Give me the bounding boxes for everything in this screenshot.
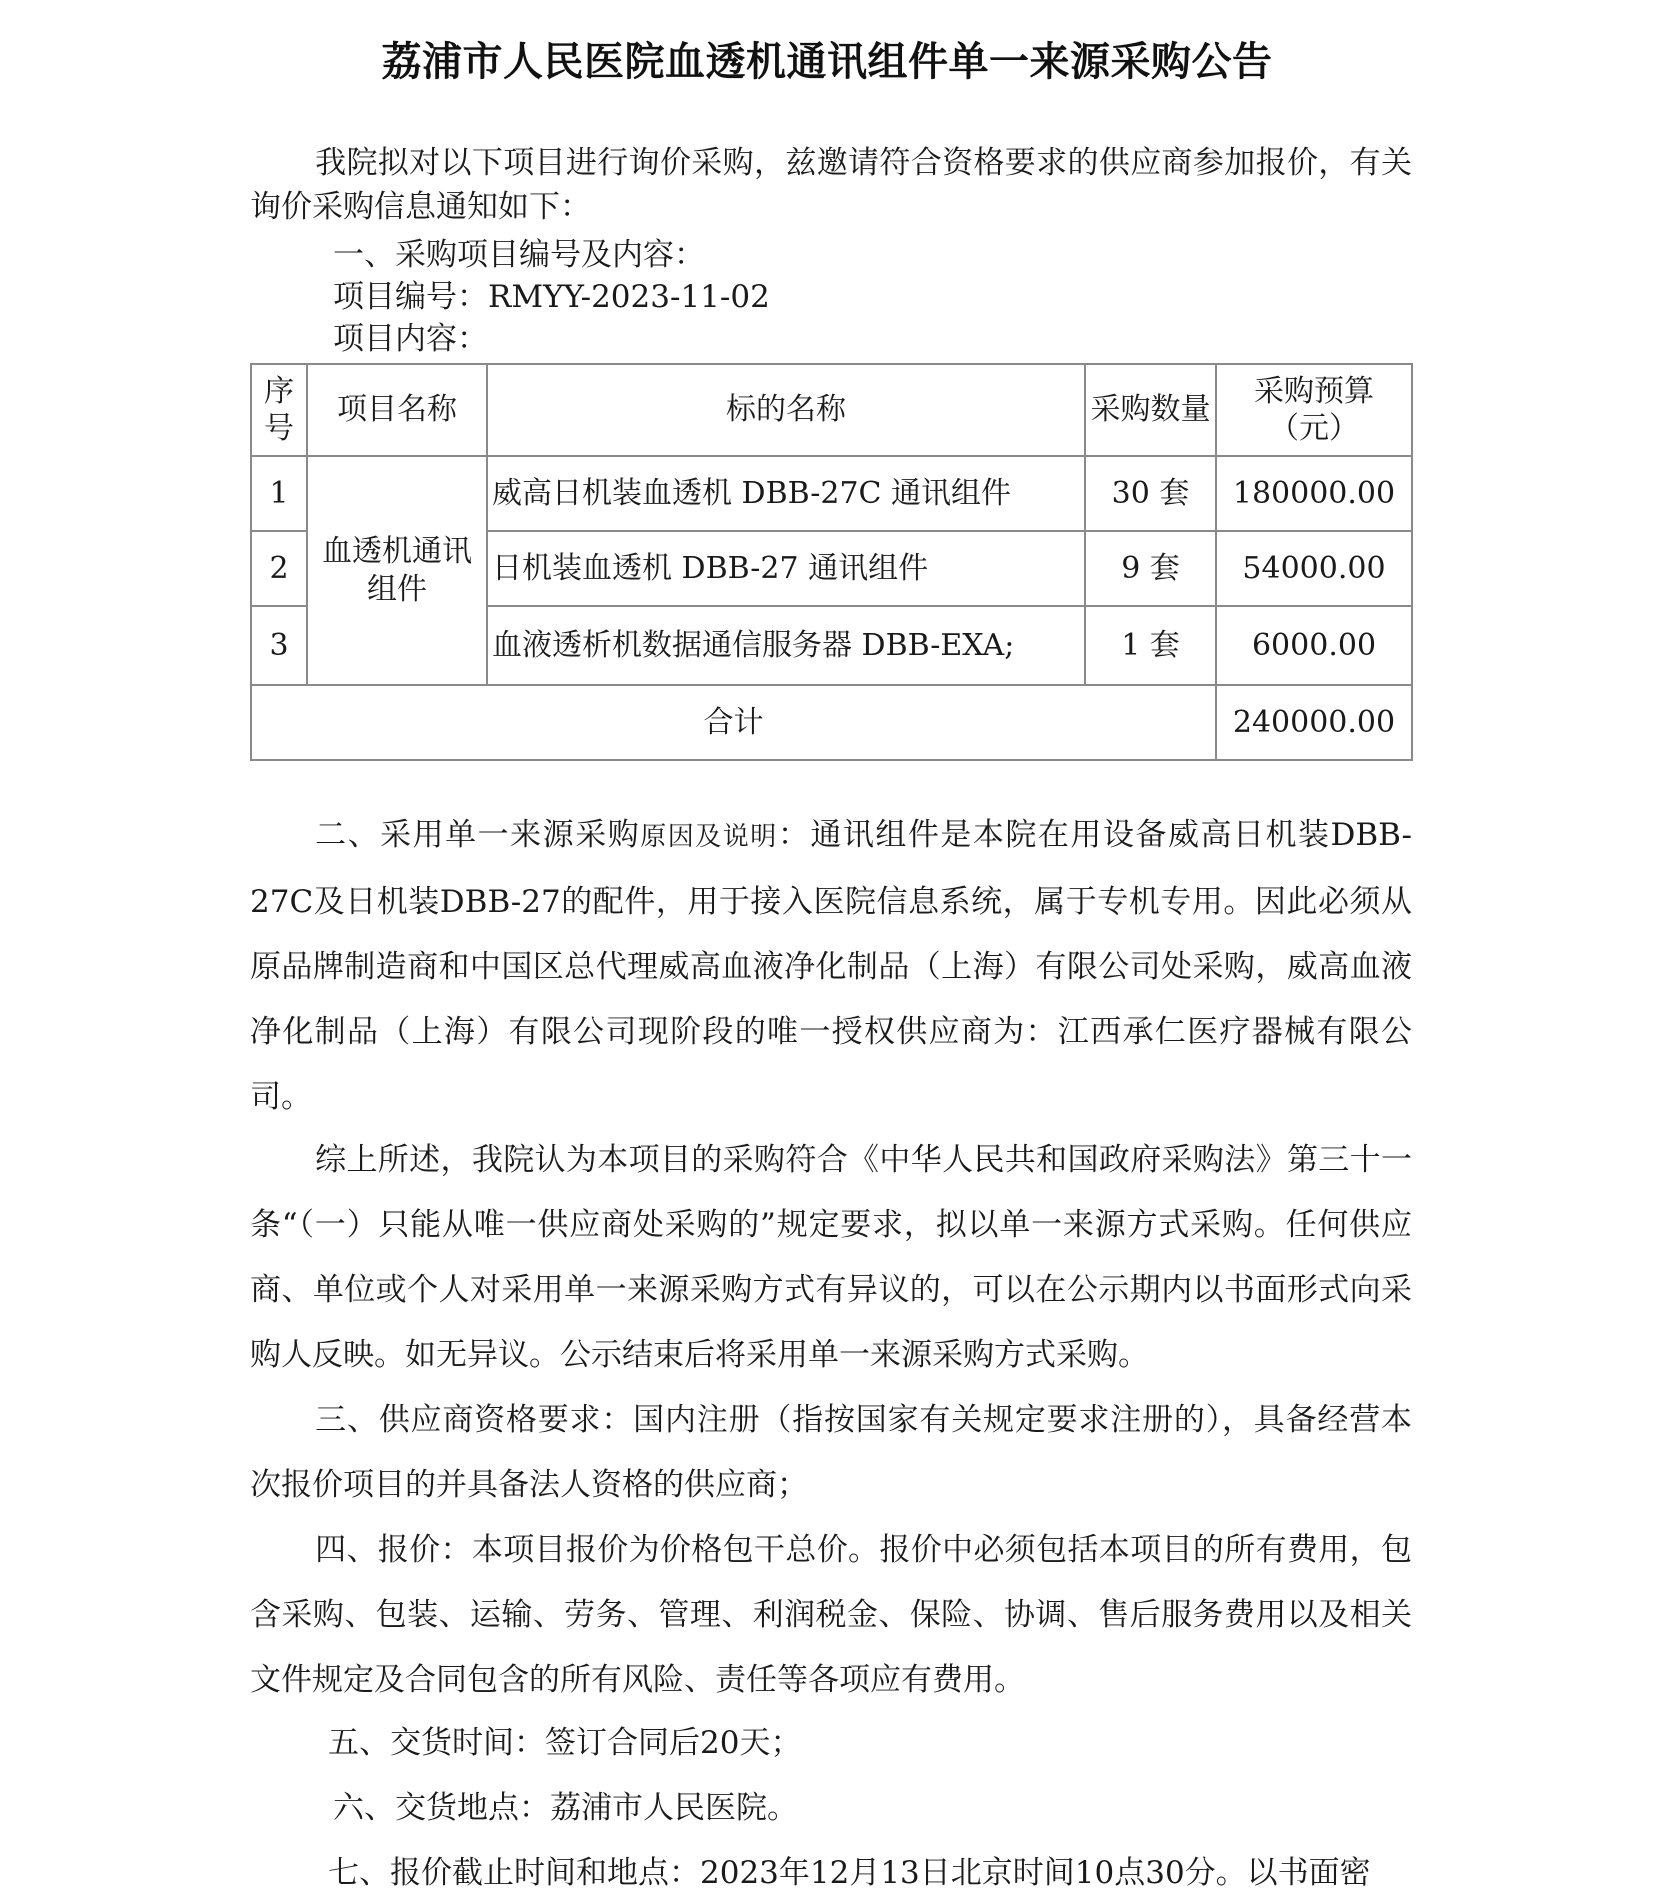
- section2-heading: 二、采用单一来源采购: [315, 817, 641, 853]
- project-number: 项目编号：RMYY-2023-11-02: [333, 279, 770, 315]
- header-quantity: 采购数量: [1085, 364, 1216, 456]
- table-header-row: [251, 364, 1412, 456]
- section2-paragraph: [250, 803, 1412, 1130]
- header-budget: 采购预算（元）: [1216, 364, 1412, 456]
- summary-paragraph: 综上所述，我院认为本项目的采购符合《中华人民共和国政府采购法》第三十一条“（一）只能从唯一供应商处采购的”规定要求，拟以单一来源方式采购。任何供应商、单位或个人对采用单一来源采购方式有异议的，可以在公示期内以书面形式向采购人反映。如无异议。公示结束后将采用单一来源采购方式采购。: [250, 1142, 1412, 1373]
- row-item-name: 血液透析机数据通信服务器 DBB-EXA;: [487, 606, 1085, 685]
- row-budget: 180000.00: [1216, 456, 1412, 531]
- procurement-table: [250, 363, 1413, 761]
- table-row: [251, 456, 1412, 531]
- intro-paragraph: 我院拟对以下项目进行询价采购，兹邀请符合资格要求的供应商参加报价，有关询价采购信息通知如下：: [250, 145, 1412, 225]
- section2-text: ：通讯组件是本院在用设备威高日机装DBB-27C及日机装DBB-27的配件，用于接入医院信息系统，属于专机专用。因此必须从原品牌制造商和中国区总代理威高血液净化制品（上海）有限公司处采购，威高血液净化制品（上海）有限公司现阶段的唯一授权供应商为：江西承仁医疗器械有限公司。: [250, 817, 1413, 1115]
- section4-paragraph: 四、报价：本项目报价为价格包干总价。报价中必须包括本项目的所有费用，包含采购、包装、运输、劳务、管理、利润税金、保险、协调、售后服务费用以及相关文件规定及合同包含的所有风险、责任等各项应有费用。: [250, 1532, 1412, 1698]
- page-title: 荔浦市人民医院血透机通讯组件单一来源采购公告: [381, 39, 1273, 85]
- group-project-name: 血透机通讯组件: [307, 456, 487, 685]
- row-item-name: 日机装血透机 DBB-27 通讯组件: [487, 531, 1085, 606]
- row-seq: 2: [251, 531, 307, 606]
- section6-line: 六、交货地点：荔浦市人民医院。: [333, 1790, 798, 1826]
- header-item-name: 标的名称: [487, 364, 1085, 456]
- section5-line: 五、交货时间：签订合同后20天；: [328, 1725, 802, 1761]
- section7-line: 七、报价截止时间和地点：2023年12月13日北京时间10点30分。以书面密: [328, 1855, 1371, 1891]
- row-seq: 1: [251, 456, 307, 531]
- row-quantity: 1 套: [1085, 606, 1216, 685]
- row-seq: 3: [251, 606, 307, 685]
- row-budget: 6000.00: [1216, 606, 1412, 685]
- header-project-name: 项目名称: [307, 364, 487, 456]
- total-value: 240000.00: [1216, 685, 1412, 760]
- row-quantity: 9 套: [1085, 531, 1216, 606]
- project-content-label: 项目内容：: [333, 321, 488, 357]
- section1-heading: 一、采购项目编号及内容：: [333, 237, 705, 273]
- header-seq: 序号: [251, 364, 307, 456]
- total-label: 合计: [251, 685, 1216, 760]
- row-item-name: 威高日机装血透机 DBB-27C 通讯组件: [487, 456, 1085, 531]
- section2-heading-small: 原因及说明: [640, 822, 778, 852]
- row-quantity: 30 套: [1085, 456, 1216, 531]
- row-budget: 54000.00: [1216, 531, 1412, 606]
- table-total-row: [251, 685, 1412, 760]
- section3-paragraph: 三、供应商资格要求：国内注册（指按国家有关规定要求注册的），具备经营本次报价项目的并具备法人资格的供应商；: [250, 1402, 1412, 1503]
